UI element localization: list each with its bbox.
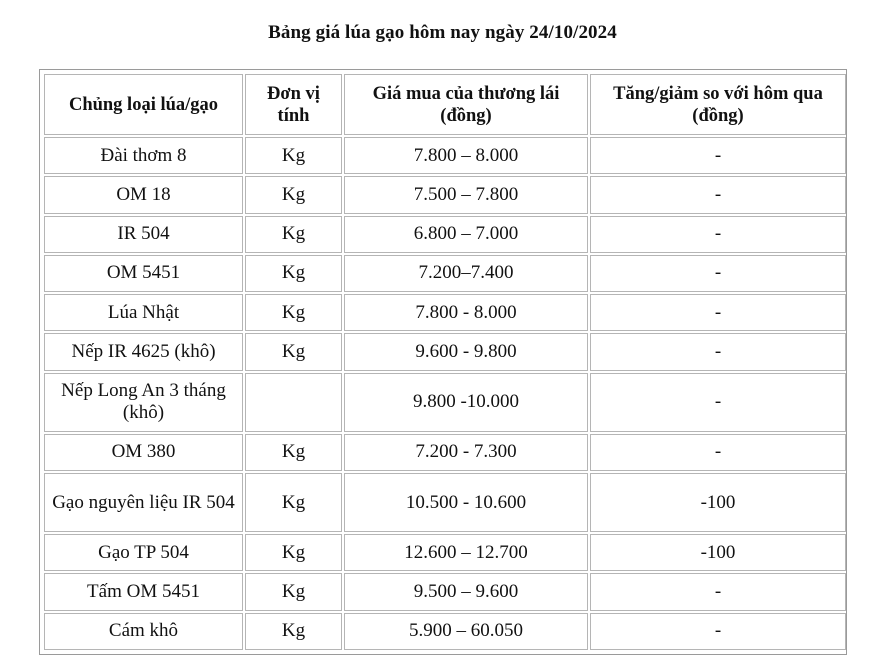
cell-change: - [590,294,846,331]
cell-change: - [590,333,846,370]
cell-price: 6.800 – 7.000 [344,216,588,253]
cell-price: 9.500 – 9.600 [344,573,588,610]
header-change: Tăng/giảm so với hôm qua (đồng) [590,74,846,135]
table-row [44,216,846,253]
table-title: Bảng giá lúa gạo hôm nay ngày 24/10/2024 [268,22,617,43]
cell-type: OM 18 [44,176,243,213]
cell-price: 7.800 – 8.000 [344,137,588,174]
cell-type: Gạo nguyên liệu IR 504 [44,473,243,532]
cell-price: 12.600 – 12.700 [344,534,588,571]
cell-unit: Kg [245,473,342,532]
cell-unit [245,373,342,432]
cell-price: 10.500 - 10.600 [344,473,588,532]
price-table-frame [39,69,847,655]
cell-unit: Kg [245,176,342,213]
table-row [44,434,846,471]
cell-unit: Kg [245,333,342,370]
header-row [44,74,846,135]
cell-price: 9.600 - 9.800 [344,333,588,370]
cell-change: - [590,176,846,213]
cell-unit: Kg [245,613,342,650]
header-unit: Đơn vị tính [245,74,342,135]
cell-unit: Kg [245,255,342,292]
table-row [44,613,846,650]
table-row [44,473,846,532]
cell-type: OM 380 [44,434,243,471]
cell-price: 7.200 - 7.300 [344,434,588,471]
cell-type: OM 5451 [44,255,243,292]
cell-type: Lúa Nhật [44,294,243,331]
header-price: Giá mua của thương lái (đồng) [344,74,588,135]
cell-type: Cám khô [44,613,243,650]
table-row [44,137,846,174]
cell-change: - [590,434,846,471]
cell-price: 9.800 -10.000 [344,373,588,432]
cell-change: - [590,613,846,650]
cell-change: -100 [590,534,846,571]
cell-unit: Kg [245,434,342,471]
cell-unit: Kg [245,294,342,331]
table-row [44,176,846,213]
table-row [44,294,846,331]
cell-type: Tấm OM 5451 [44,573,243,610]
cell-type: IR 504 [44,216,243,253]
cell-change: - [590,373,846,432]
table-row [44,255,846,292]
cell-unit: Kg [245,137,342,174]
cell-price: 7.500 – 7.800 [344,176,588,213]
cell-type: Gạo TP 504 [44,534,243,571]
header-type: Chủng loại lúa/gạo [44,74,243,135]
cell-price: 7.200–7.400 [344,255,588,292]
cell-unit: Kg [245,216,342,253]
cell-type: Nếp IR 4625 (khô) [44,333,243,370]
cell-price: 7.800 - 8.000 [344,294,588,331]
cell-change: -100 [590,473,846,532]
cell-price: 5.900 – 60.050 [344,613,588,650]
table-row [44,373,846,432]
table-row [44,534,846,571]
cell-change: - [590,255,846,292]
cell-unit: Kg [245,534,342,571]
rice-price-table [42,72,848,652]
table-row [44,573,846,610]
cell-type: Đài thơm 8 [44,137,243,174]
cell-change: - [590,216,846,253]
table-row [44,333,846,370]
cell-change: - [590,137,846,174]
cell-type: Nếp Long An 3 tháng (khô) [44,373,243,432]
cell-unit: Kg [245,573,342,610]
cell-change: - [590,573,846,610]
